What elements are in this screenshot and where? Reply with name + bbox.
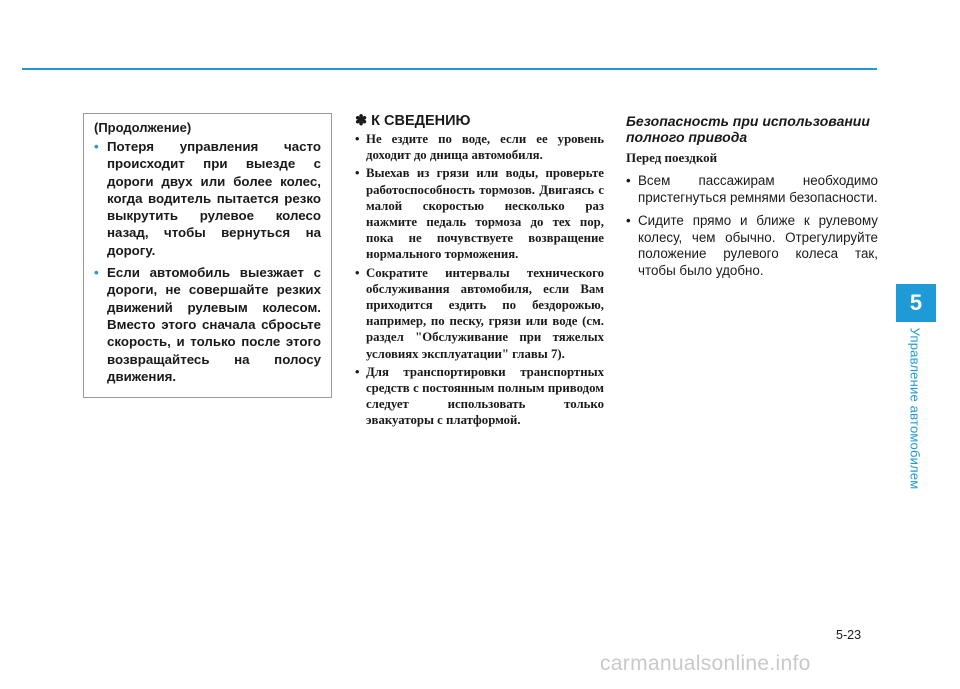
caution-item-text: Потеря управления часто происходит при выезде с дороги двух или более колес, когда водитель пытается резко выкрутить рулевое колесо назад, чтобы вернуться на дорогу. (107, 139, 321, 258)
chapter-title: Управление автомобилем (907, 327, 923, 489)
notice-item-text: Сократите интервалы технического обслуживания автомобиля, если Вам приходится ездить по бездорожью, например, по песку, грязи или воде (см. раздел "Обслуживание при тяжелых условиях эксплуатации" главы 7). (366, 265, 604, 361)
bullet-icon: • (626, 173, 631, 188)
chapter-number-tab (896, 284, 936, 322)
notice-title (355, 113, 604, 129)
notice-item-text: Не ездите по воде, если ее уровень доходит до днища автомобиля. (366, 132, 604, 163)
asterisk-icon: ✽ (355, 113, 368, 129)
notice-item (355, 131, 604, 163)
section-title: Безопасность при использовании полного привода (626, 113, 870, 145)
bullet-icon: • (355, 132, 360, 146)
header-rule (22, 68, 877, 70)
safety-item (626, 173, 878, 206)
bullet-icon: • (94, 265, 99, 281)
bullet-icon: • (94, 139, 99, 154)
safety-item (626, 213, 878, 279)
watermark: carmanualsonline.info (600, 652, 811, 675)
caution-item (94, 264, 321, 385)
bullet-icon: • (355, 166, 360, 181)
subsection-title: Перед поездкой (626, 150, 718, 165)
notice-item-text: Выехав из грязи или воды, проверьте работоспособность тормозов. Двигаясь с малой скоростью несколько раз нажмите педаль тормоза до тех пор, пока не почувствуете возвращение нормального торможения. (366, 166, 604, 262)
bullet-icon: • (626, 213, 631, 229)
notice-section (355, 113, 604, 431)
bullet-icon: • (355, 265, 360, 280)
safety-section (626, 113, 878, 287)
caution-box (83, 113, 332, 398)
safety-item-text: Сидите прямо и ближе к рулевому колесу, чем обычно. Отрегулируйте положение рулевого колеса так, чтобы было удобно. (638, 213, 878, 278)
notice-item (355, 165, 604, 262)
notice-item (355, 265, 604, 362)
bullet-icon: • (355, 364, 360, 379)
caution-item (94, 138, 321, 259)
notice-title-text: К СВЕДЕНИЮ (371, 113, 471, 129)
chapter-number: 5 (909, 290, 923, 315)
safety-item-text: Всем пассажирам необходимо пристегнуться ремнями безопасности. (638, 173, 878, 205)
notice-item-text: Для транспортировки транспортных средств с постоянным полным приводом следует использовать только эвакуаторы с платформой. (366, 364, 604, 428)
caution-heading: (Продолжение) (94, 120, 192, 135)
notice-item (355, 364, 604, 429)
page-number: 5-23 (836, 628, 862, 642)
caution-item-text: Если автомобиль выезжает с дороги, не совершайте резких движений рулевым колесом. Вместо этого сначала сбросьте скорость, и только после этого возвращайтесь на полосу движения. (107, 265, 321, 384)
chapter-side-label (900, 322, 930, 494)
